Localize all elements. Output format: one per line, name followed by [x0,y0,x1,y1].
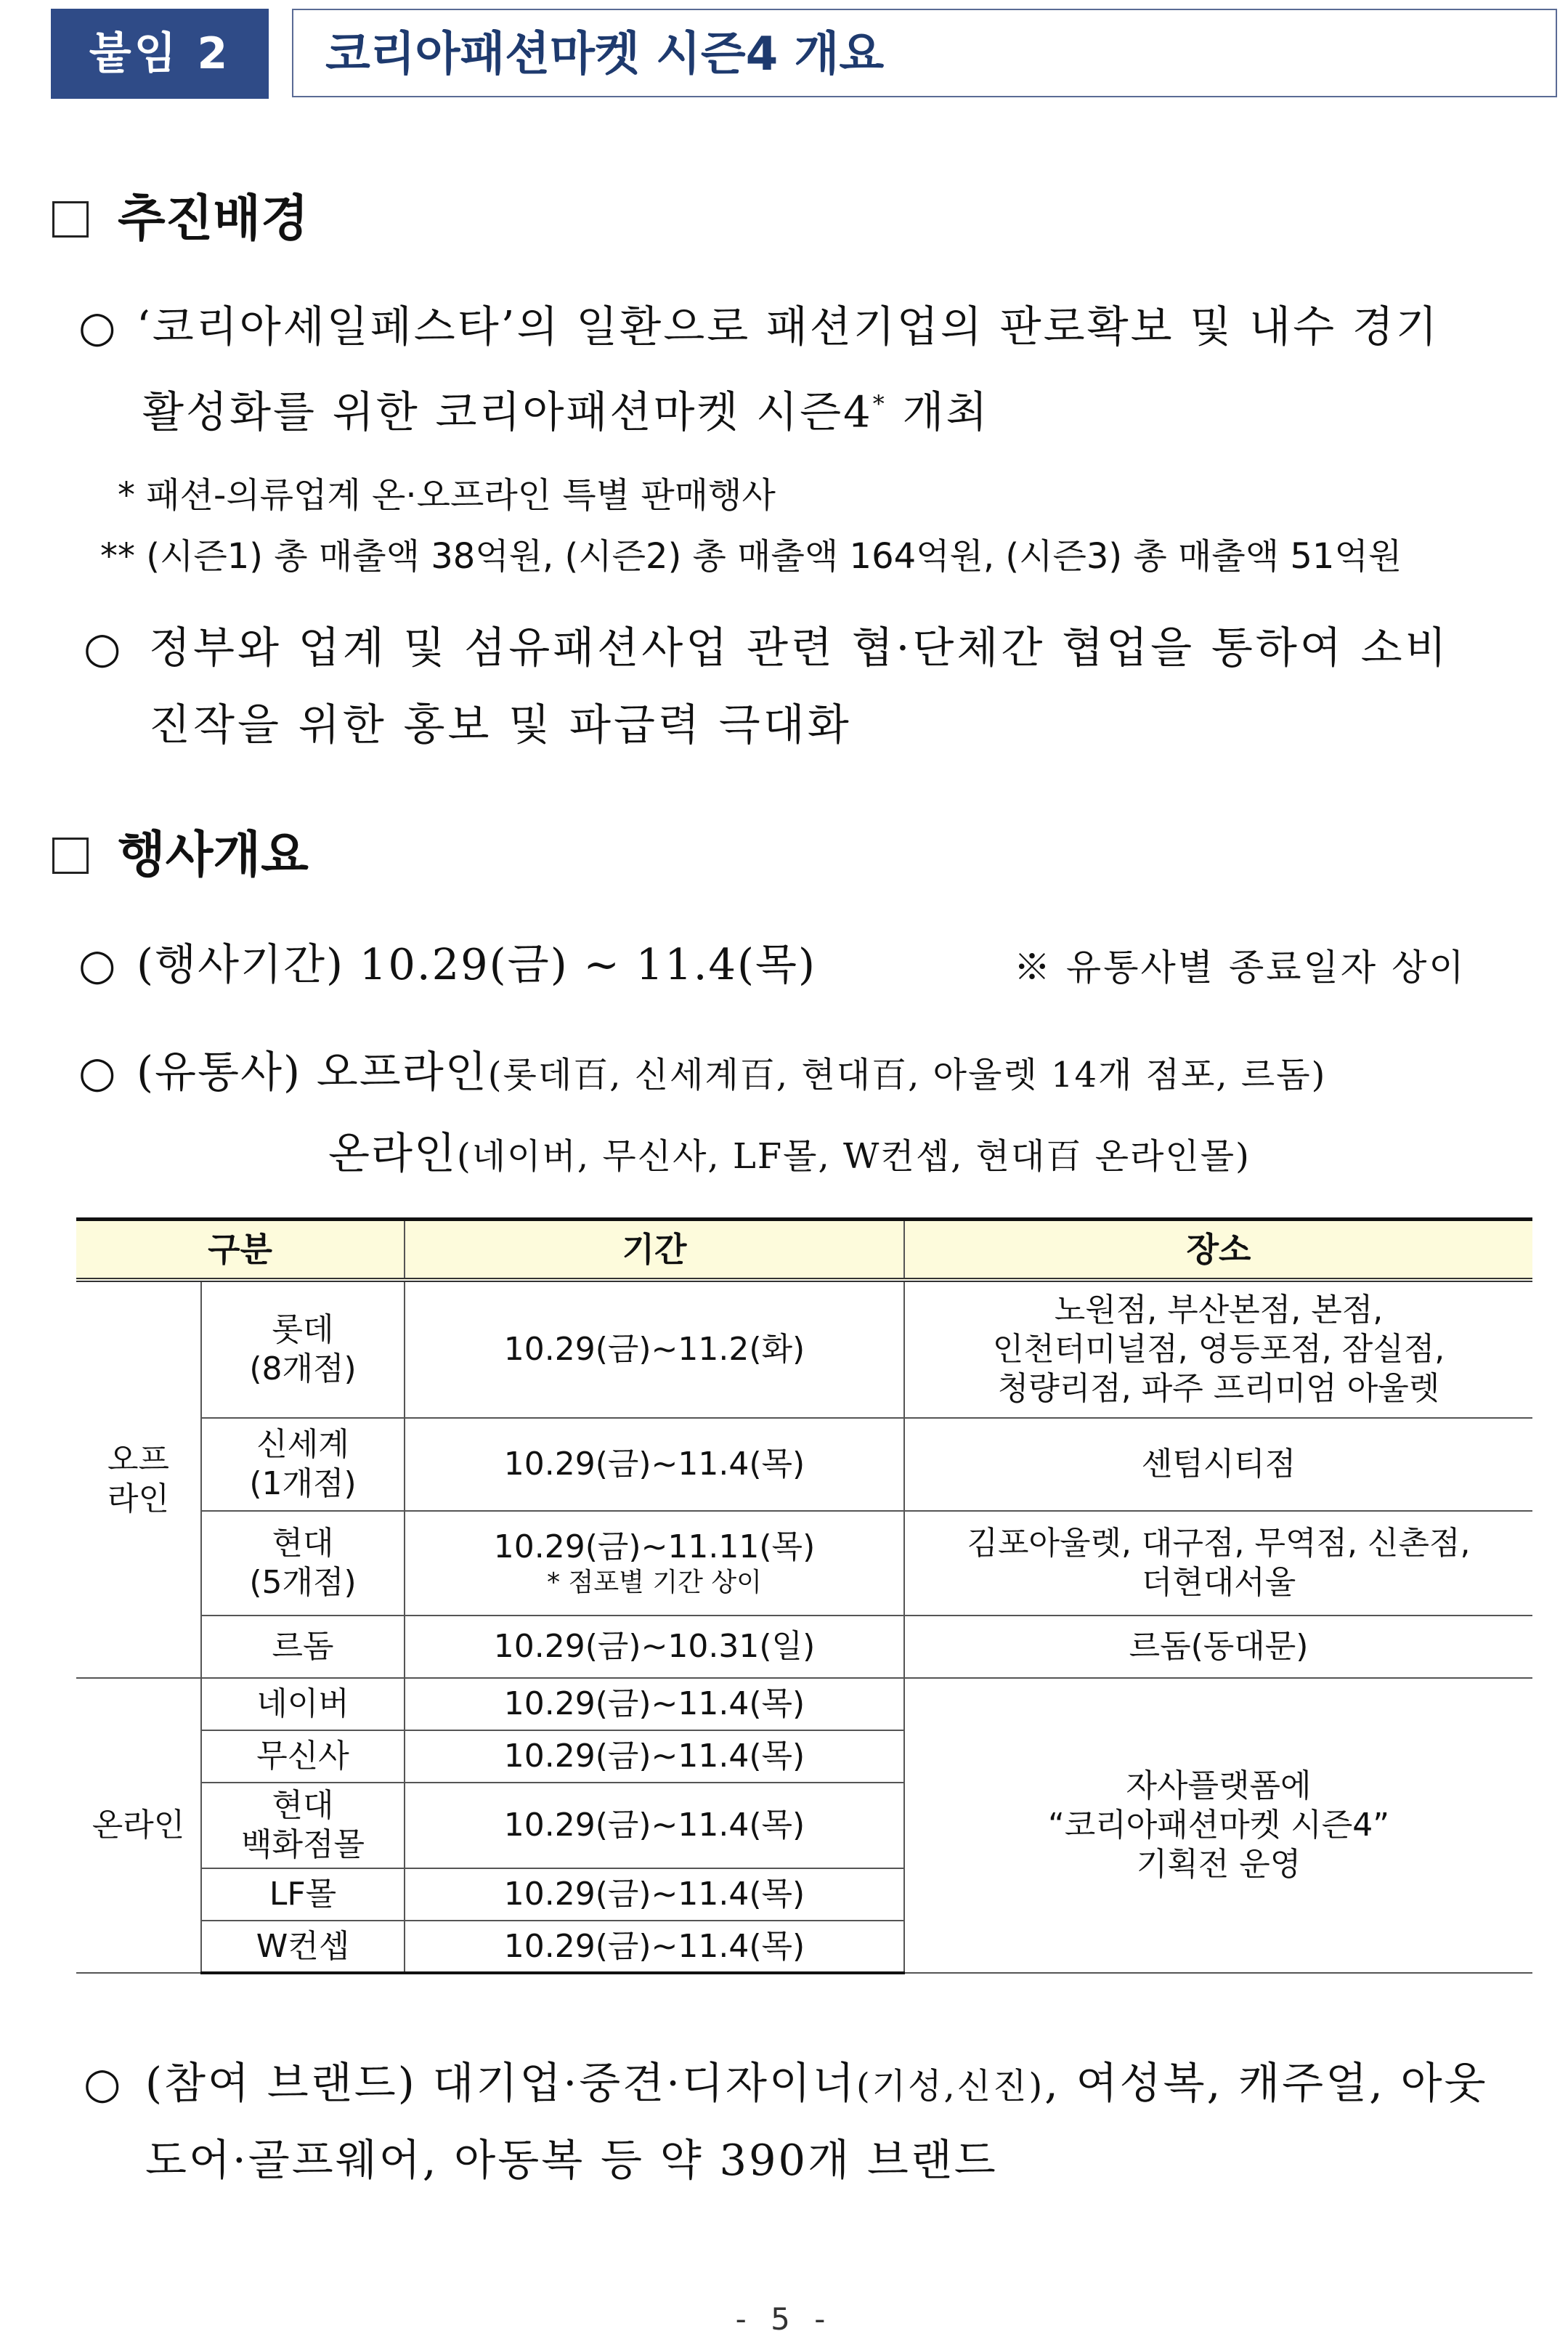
table-row [76,1418,1532,1511]
brand-text: , 여성복, 캐주얼, 아웃 [1044,2058,1488,2108]
place-line: 기획전 운영 [1136,1846,1301,1883]
bullet-retail [78,1046,115,1098]
store-cell: 르돔 [201,1616,405,1678]
place-line: 노원점, 부산본점, 본점, [1054,1292,1384,1329]
place-line: 김포아울렛, 대구점, 무역점, 신촌점, [967,1525,1471,1562]
bullet-text-line [142,378,989,439]
section-heading-text: 추진배경 [118,190,309,248]
place-line: 청량리점, 파주 프리미엄 아울렛 [997,1370,1440,1407]
retail-online: 온라인 [328,1128,457,1178]
section-heading-background [52,190,309,248]
store-cell: 무신사 [201,1730,405,1783]
period-cell: 10.29(금)~11.4(목) [405,1678,904,1730]
retail-label: (유통사) [137,1047,317,1097]
bullet-circle-icon: ○ [84,2058,121,2108]
footnote-marker: * [872,390,887,418]
bullet-text-line: 정부와 업계 및 섬유패션사업 관련 협·단체간 협업을 통하여 소비 [149,623,1450,673]
table-row [76,1616,1532,1678]
event-schedule-table [76,1217,1532,1974]
store-cell: 네이버 [201,1678,405,1730]
period-cell [405,1511,904,1616]
bullet-circle-icon: ○ [78,939,116,989]
bullet-text: 개최 [886,386,990,437]
footnote-1: * 패션-의류업계 온·오프라인 특별 판매행사 [118,475,776,516]
table-row [76,1280,1532,1418]
period-line [137,939,816,991]
retail-online-detail: (네이버, 무신사, LF몰, W컨셉, 현대百 온라인몰) [456,1136,1251,1177]
store-cell: W컨셉 [201,1921,405,1973]
period-cell: 10.29(금)~11.4(목) [405,1418,904,1511]
retail-online-line [328,1127,1251,1183]
header-place: 장소 [904,1220,1532,1281]
bullet-text-line: 진작을 위한 홍보 및 파급력 극대화 [149,700,852,750]
table-header-row [76,1220,1532,1281]
retail-offline: 오프라인 [316,1047,488,1097]
store-cell [201,1783,405,1868]
brand-label: (참여 브랜드) [145,2058,433,2108]
store-name: 백화점몰 [240,1826,365,1863]
bullet-background-1 [78,301,115,353]
page-title: 코리아패션마켓 시즌4 개요 [292,9,1557,97]
header-category: 구분 [76,1220,405,1281]
place-cell-online [904,1678,1532,1973]
brand-text-small: (기성,신진) [856,2066,1045,2107]
period-cell: 10.29(금)~11.4(목) [405,1730,904,1783]
table-row [76,1678,1532,1730]
group-online: 온라인 [76,1678,201,1973]
period-cell: 10.29(금)~11.4(목) [405,1783,904,1868]
store-count: (5개점) [249,1564,357,1601]
period-label: (행사기간) [137,939,359,989]
place-cell: 르돔(동대문) [904,1616,1532,1678]
period-note: ※ 유통사별 종료일자 상이 [1014,946,1466,989]
place-cell [904,1511,1532,1616]
place-cell: 센텀시티점 [904,1418,1532,1511]
store-cell [201,1511,405,1616]
bullet-circle-icon: ○ [78,301,116,352]
bullet-background-2 [84,622,121,674]
footnote-2: ** (시즌1) 총 매출액 38억원, (시즌2) 총 매출액 164억원, (시즌3) 총 매출액 51억원 [100,536,1402,577]
page-number: - 5 - [735,2301,833,2337]
store-cell: LF몰 [201,1868,405,1921]
retail-offline-detail: (롯데百, 신세계百, 현대百, 아울렛 14개 점포, 르돔) [487,1055,1327,1095]
period-cell: 10.29(금)~11.4(목) [405,1921,904,1973]
store-count: (8개점) [249,1350,357,1387]
bullet-circle-icon: ○ [78,1047,116,1097]
retail-line [137,1046,1326,1101]
checkbox-square-icon [52,838,89,874]
brand-line: 도어·골프웨어, 아동복 등 약 390개 브랜드 [145,2135,998,2185]
place-line: 자사플랫폼에 [1126,1767,1312,1804]
period-value: 10.29(금)~11.11(목) [493,1528,816,1565]
section-heading-text: 행사개요 [118,827,309,884]
store-cell [201,1418,405,1511]
brand-text: 대기업·중견·디자이너 [432,2058,856,2108]
store-name: 현대 [272,1525,334,1562]
checkbox-square-icon [52,201,89,238]
bullet-text: 활성화를 위한 코리아패션마켓 시즌4 [142,386,873,437]
period-note: * 점포별 기간 상이 [547,1568,762,1597]
store-name: 롯데 [272,1311,334,1348]
group-offline: 오프 라인 [76,1280,201,1678]
appendix-badge: 붙임 2 [51,9,269,99]
place-cell [904,1280,1532,1418]
header-period: 기간 [405,1220,904,1281]
bullet-text-line: ‘코리아세일페스타’의 일환으로 패션기업의 판로확보 및 내수 경기 [137,301,1439,352]
brand-line [145,2057,1488,2112]
bullet-brands [84,2057,121,2109]
place-line: “코리아패션마켓 시즌4” [1047,1807,1390,1844]
bullet-circle-icon: ○ [84,623,121,673]
store-count: (1개점) [249,1465,357,1502]
store-name: 신세계 [256,1426,349,1463]
bullet-period [78,939,115,991]
section-heading-overview [52,827,309,885]
place-line: 더현대서울 [1141,1564,1296,1601]
store-cell [201,1280,405,1418]
table-row [76,1511,1532,1616]
period-cell: 10.29(금)~10.31(일) [405,1616,904,1678]
place-line: 인천터미널점, 영등포점, 잠실점, [992,1331,1445,1368]
period-cell: 10.29(금)~11.4(목) [405,1868,904,1921]
store-name: 현대 [272,1787,334,1824]
period-cell: 10.29(금)~11.2(화) [405,1280,904,1418]
period-value: 10.29(금) ~ 11.4(목) [359,939,817,989]
